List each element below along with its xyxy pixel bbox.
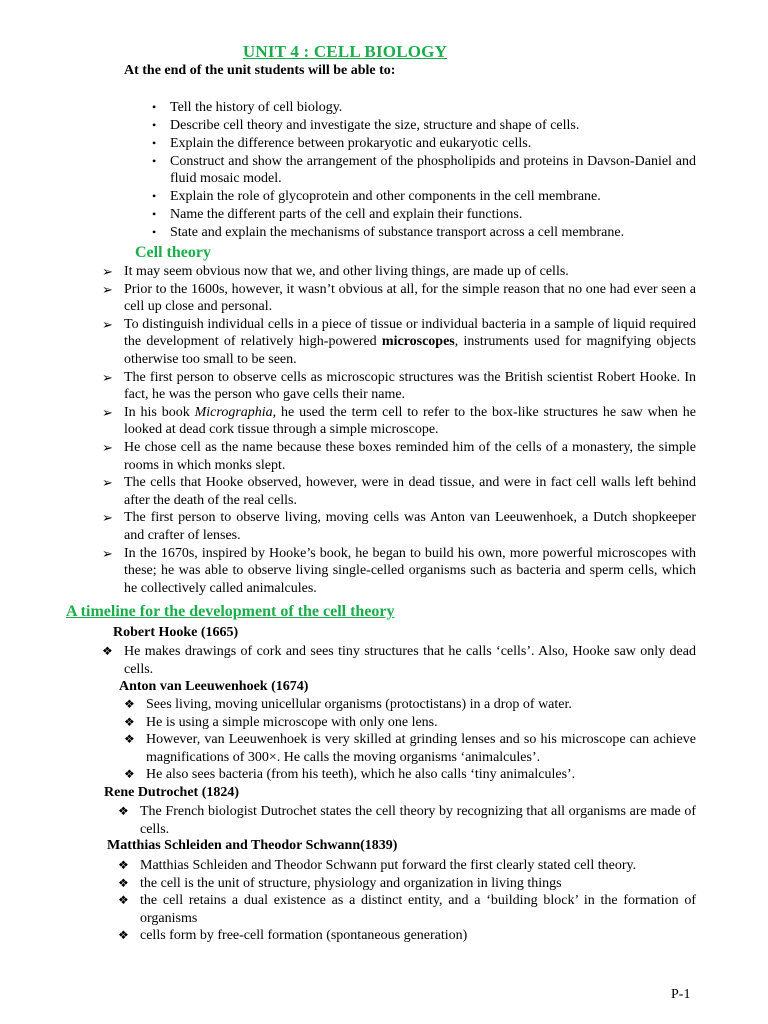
list-item: ➢ The first person to observe cells as microscopic structures was the British scientist Robert Hooke. In fact, he was the person who gave cells their name. (102, 369, 696, 403)
list-item: • Describe cell theory and investigate the size, structure and shape of cells. (152, 118, 580, 133)
timeline-section-list (118, 803, 696, 838)
list-item: • Explain the difference between prokaryotic and eukaryotic cells. (152, 136, 532, 151)
list-item: ❖ the cell retains a dual existence as a distinct entity, and a ‘building block’ in the formation of organisms (118, 893, 696, 926)
timeline-section-list (118, 857, 696, 945)
list-item: ➢ In the 1670s, inspired by Hooke’s book, he began to build his own, more powerful microscopes with these; he was able to observe living single-celled organisms such as bacteria and sperm cells, which he collectively called animalcules. (102, 545, 696, 596)
list-item: • Name the different parts of the cell and explain their functions. (152, 207, 523, 222)
list-item: ➢ Prior to the 1600s, however, it wasn’t obvious at all, for the simple reason that no one had ever seen a cell up close and personal. (102, 281, 696, 315)
list-item: ❖ Sees living, moving unicellular organisms (protoctistans) in a drop of water. (124, 697, 572, 712)
timeline-section-list (102, 643, 696, 678)
list-item: • Tell the history of cell biology. (152, 100, 343, 115)
bullet-dot-icon: • (152, 154, 157, 168)
bullet-diamond-icon: ❖ (124, 714, 135, 729)
bullet-diamond-icon: ❖ (124, 732, 135, 747)
list-item: ➢ In his book Micrographia, he used the term cell to refer to the box-like structures he saw when he looked at dead cork tissue through a simple microscope. (102, 404, 697, 438)
bullet-arrow-icon: ➢ (102, 316, 113, 332)
bullet-dot-icon: • (152, 207, 157, 221)
list-item: ❖ the cell is the unit of structure, physiology and organization in living things (118, 875, 562, 891)
cell-theory-list (102, 263, 696, 597)
timeline-section-list (124, 696, 696, 784)
list-item: ❖ He makes drawings of cork and sees tiny structures that he calls ‘cells’. Also, Hooke saw only dead cells. (102, 644, 696, 677)
objectives-intro: At the end of the unit students will be able to: (124, 63, 396, 78)
list-item: ➢ He chose cell as the name because these boxes reminded him of the cells of a monastery, the simple rooms in which monks slept. (102, 439, 696, 473)
unit-title: UNIT 4 : CELL BIOLOGY (242, 42, 448, 61)
list-item: ➢ It may seem obvious now that we, and other living things, are made up of cells. (102, 264, 569, 279)
timeline-section-title: Robert Hooke (1665) (113, 625, 239, 640)
bullet-arrow-icon: ➢ (102, 264, 113, 279)
bullet-arrow-icon: ➢ (102, 369, 113, 385)
list-item: ❖ cells form by free-cell formation (spontaneous generation) (118, 928, 468, 944)
list-item: ❖ He also sees bacteria (from his teeth), which he also calls ‘tiny animalcules’. (124, 767, 576, 783)
bullet-diamond-icon: ❖ (118, 928, 129, 943)
bullet-arrow-icon: ➢ (102, 439, 113, 455)
list-item: ❖ However, van Leeuwenhoek is very skilled at grinding lenses and so his microscope can achieve magnifications of 300×. He calls the moving organisms ‘animalcules’. (124, 732, 696, 765)
bullet-diamond-icon: ❖ (118, 875, 129, 890)
bullet-arrow-icon: ➢ (102, 281, 113, 297)
list-item: • State and explain the mechanisms of substance transport across a cell membrane. (152, 225, 625, 240)
list-item: ❖ He is using a simple microscope with only one lens. (124, 714, 438, 730)
list-item: ❖ Matthias Schleiden and Theodor Schwann put forward the first clearly stated cell theory. (118, 858, 637, 873)
list-item: ➢ The first person to observe living, moving cells was Anton van Leeuwenhoek, a Dutch shopkeeper and crafter of lenses. (102, 510, 696, 543)
list-item: ➢ The cells that Hooke observed, however, were in dead tissue, and were in fact cell walls left behind after the death of the real cells. (102, 475, 696, 508)
bullet-arrow-icon: ➢ (102, 545, 113, 561)
bullet-dot-icon: • (152, 118, 157, 132)
list-item: ➢ To distinguish individual cells in a piece of tissue or individual bacteria in a sample of liquid required the development of relatively high-powered microscopes, instruments used for magnifying objects otherwise too small to be seen. (102, 316, 696, 367)
page-number: P-1 (671, 987, 691, 1002)
list-item: • Explain the role of glycoprotein and other components in the cell membrane. (152, 189, 601, 204)
cell-theory-heading: Cell theory (135, 244, 211, 261)
objectives-list (152, 99, 696, 242)
bullet-diamond-icon: ❖ (124, 767, 135, 782)
list-item: • Construct and show the arrangement of the phospholipids and proteins in Davson-Daniel and fluid mosaic model. (152, 154, 696, 186)
bullet-dot-icon: • (152, 225, 157, 239)
timeline-section-title: Rene Dutrochet (1824) (104, 785, 240, 800)
timeline-section-title: Anton van Leeuwenhoek (1674) (119, 679, 309, 694)
timeline-heading: A timeline for the development of the cell theory (66, 603, 395, 620)
bullet-diamond-icon: ❖ (118, 858, 129, 872)
bullet-arrow-icon: ➢ (102, 475, 113, 491)
bullet-dot-icon: • (152, 136, 157, 150)
bullet-diamond-icon: ❖ (118, 893, 129, 908)
bullet-arrow-icon: ➢ (102, 404, 113, 420)
bullet-dot-icon: • (152, 189, 157, 203)
bullet-diamond-icon: ❖ (118, 804, 129, 818)
bullet-diamond-icon: ❖ (102, 644, 113, 658)
bullet-dot-icon: • (152, 100, 157, 114)
bullet-arrow-icon: ➢ (102, 510, 113, 526)
bullet-diamond-icon: ❖ (124, 697, 135, 711)
list-item: ❖ The French biologist Dutrochet states the cell theory by recognizing that all organisms are made of cells. (118, 804, 696, 837)
timeline-section-title: Matthias Schleiden and Theodor Schwann(1839) (107, 838, 398, 853)
